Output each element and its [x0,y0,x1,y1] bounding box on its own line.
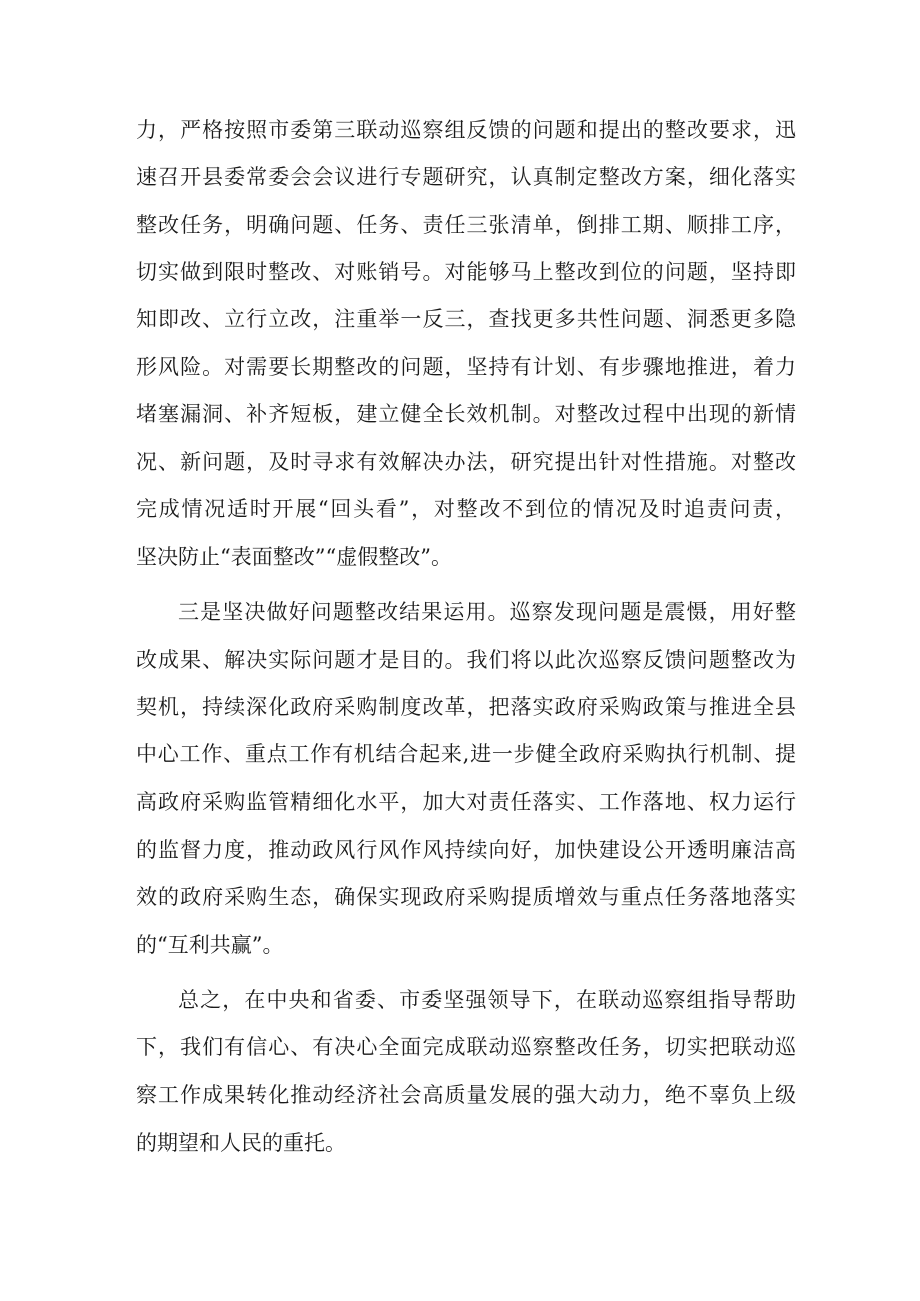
text-line: 速召开县委常委会会议进行专题研究，认真制定整改方案，细化落实 [136,165,796,189]
text-line: 况、新问题，及时寻求有效解决办法，研究提出针对性措施。对整改 [136,450,796,474]
text-line: 整改任务，明确问题、任务、责任三张清单，倒排工期、顺排工序， [136,213,796,237]
text-line: 完成情况适时开展“回头看”，对整改不到位的情况及时追责问责， [136,497,796,521]
text-line: 效的政府采购生态，确保实现政府采购提质增效与重点任务落地落实 [136,885,796,909]
text-line: 下，我们有信心、有决心全面完成联动巡察整改任务，切实把联动巡 [136,1035,796,1059]
text-line: 总之，在中央和省委、市委坚强领导下，在联动巡察组指导帮助 [178,988,796,1012]
text-line: 改成果、解决实际问题才是目的。我们将以此次巡察反馈问题整改为 [136,648,796,672]
text-line: 三是坚决做好问题整改结果运用。巡察发现问题是震慑，用好整 [178,600,796,624]
text-line: 察工作成果转化推动经济社会高质量发展的强大动力，绝不辜负上级 [136,1083,796,1107]
text-line: 堵塞漏洞、补齐短板，建立健全长效机制。对整改过程中出现的新情 [136,402,796,426]
text-line: 高政府采购监管精细化水平，加大对责任落实、工作落地、权力运行 [136,790,796,814]
text-line: 切实做到限时整改、对账销号。对能够马上整改到位的问题，坚持即 [136,260,796,284]
text-line: 知即改、立行立改，注重举一反三，查找更多共性问题、洞悉更多隐 [136,307,796,331]
text-line: 中心工作、重点工作有机结合起来,进一步健全政府采购执行机制、提 [136,742,796,766]
text-line: 坚决防止“表面整改”“虚假整改”。 [136,545,452,569]
text-line: 形风险。对需要长期整改的问题，坚持有计划、有步骤地推进，着力 [136,355,796,379]
text-line: 契机，持续深化政府采购制度改革，把落实政府采购政策与推进全县 [136,695,796,719]
text-line: 力，严格按照市委第三联动巡察组反馈的问题和提出的整改要求，迅 [136,118,796,142]
text-line: 的期望和人民的重托。 [136,1131,346,1155]
text-line: 的监督力度，推动政风行风作风持续向好，加快建设公开透明廉洁高 [136,838,796,862]
text-line: 的“互利共赢”。 [136,933,284,957]
